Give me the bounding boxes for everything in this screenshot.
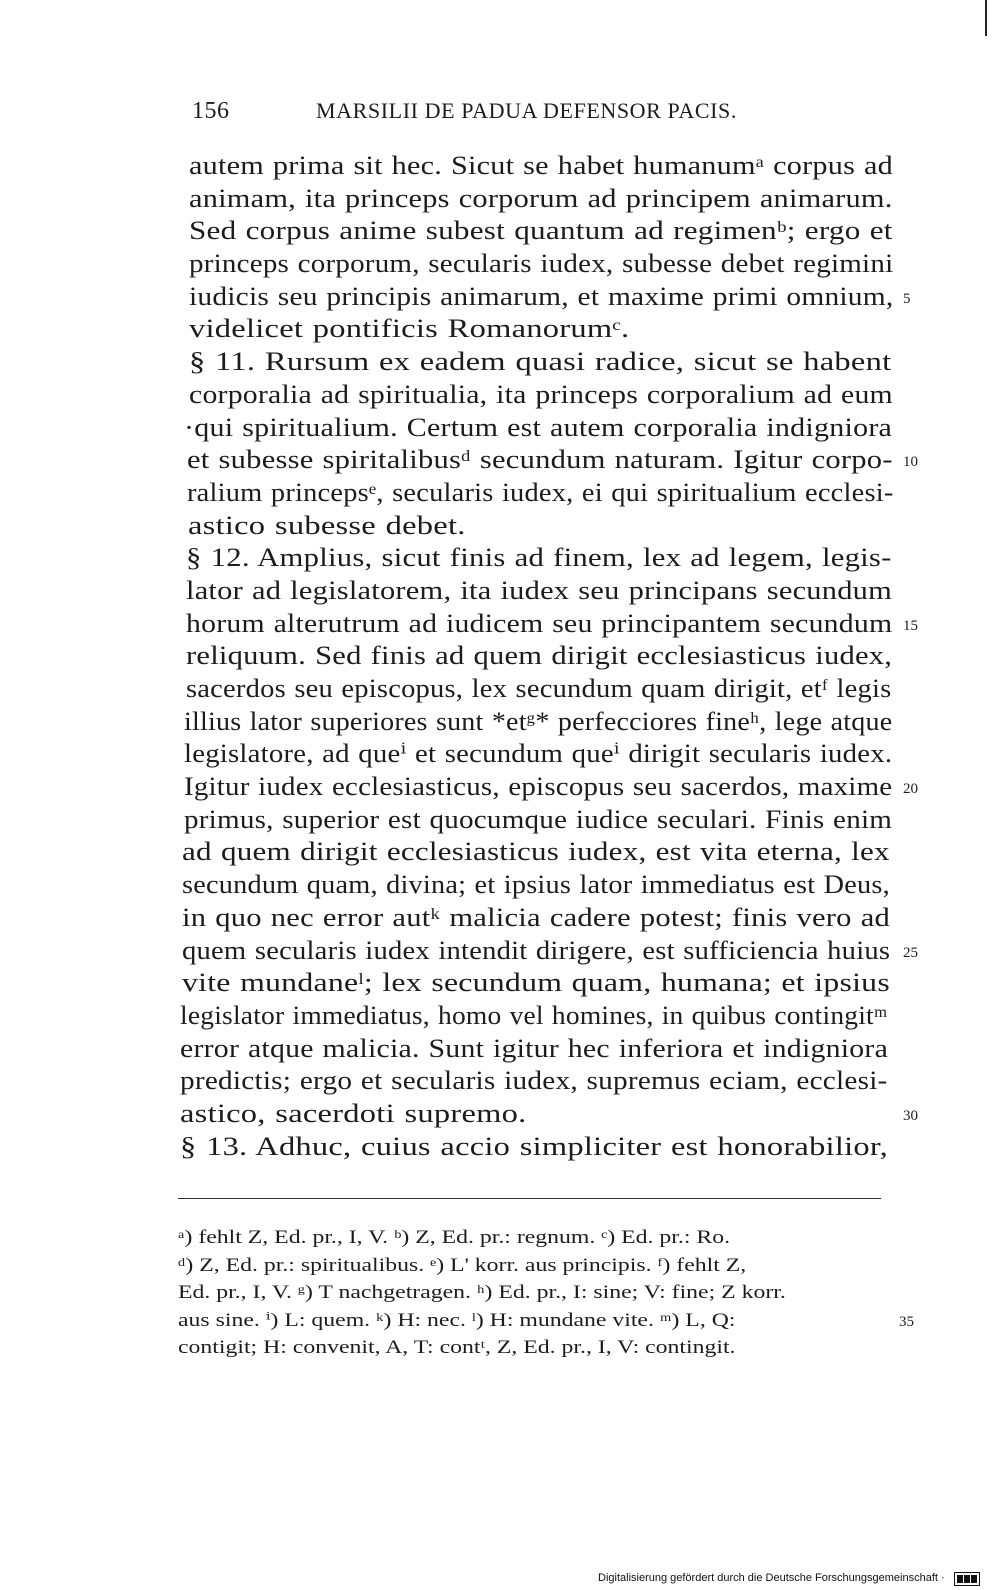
- text-line: [0, 346, 1000, 379]
- text-line: [0, 836, 1000, 869]
- line-text: astico, sacerdoti supremo.: [180, 1098, 527, 1128]
- text-line: [0, 738, 1000, 771]
- line-number: 5: [903, 290, 911, 307]
- footnote-text: Ed. pr., I, V. ᵍ) T nachgetragen. ʰ) Ed. pr., I: sine; V: fine; Z korr.: [178, 1282, 786, 1303]
- text-line: [0, 542, 1000, 575]
- line-text: vite mundaneˡ; lex secundum quam, humana; et ipsius: [182, 968, 890, 998]
- line-text: primus, superior est quocumque iudice seculari. Finis enim: [184, 804, 893, 834]
- line-number: 15: [903, 617, 918, 634]
- text-line: [0, 608, 1000, 641]
- text-line: [0, 640, 1000, 673]
- text-line: [0, 575, 1000, 608]
- text-line: [0, 804, 1000, 837]
- text-line: [0, 706, 1000, 739]
- footnote-text: contigit; H: convenit, A, T: contᵗ, Z, Ed. pr., I, V: contingit.: [178, 1337, 736, 1358]
- footnote-line: [0, 1334, 1000, 1362]
- text-line: [0, 444, 1000, 477]
- line-text: predictis; ergo et secularis iudex, supremus eciam, ecclesi-: [180, 1066, 888, 1096]
- footnote-line: [0, 1279, 1000, 1307]
- text-line: [0, 281, 1000, 314]
- line-text: § 11. Rursum ex eadem quasi radice, sicut se habent: [189, 347, 892, 377]
- footnote-text: aus sine. ⁱ) L: quem. ᵏ) H: nec. ˡ) H: mundane vite. ᵐ) L, Q:: [178, 1309, 736, 1331]
- main-text: [0, 150, 1000, 1163]
- text-line: [0, 183, 1000, 216]
- text-line: [0, 379, 1000, 412]
- dfg-logo-icon: [954, 1572, 980, 1586]
- text-line: [0, 313, 1000, 346]
- line-number: 25: [903, 944, 918, 961]
- text-line: [0, 412, 1000, 445]
- line-text: ·qui spiritualium. Certum est autem corporalia indigniora: [184, 412, 893, 442]
- text-line: [0, 510, 1000, 543]
- footnotes: [0, 1224, 1000, 1362]
- line-text: sacerdos seu episcopus, lex secundum quam dirigit, etᶠ legis: [186, 674, 892, 703]
- line-text: ad quem dirigit ecclesiasticus iudex, est vita eterna, lex: [182, 837, 890, 867]
- line-text: videlicet pontificis Romanorumᶜ.: [189, 314, 630, 344]
- line-number: 10: [903, 454, 918, 471]
- text-line: [0, 869, 1000, 902]
- text-line: [0, 150, 1000, 183]
- text-line: [0, 967, 1000, 1000]
- line-text: Igitur iudex ecclesiasticus, episcopus seu sacerdos, maxime: [184, 772, 893, 802]
- line-number: 20: [903, 781, 918, 798]
- line-text: Sed corpus anime subest quantum ad regimenᵇ; ergo et: [189, 216, 893, 246]
- line-text: iudicis seu principis animarum, et maxime primi omnium,: [189, 281, 894, 311]
- line-text: animam, ita princeps corporum ad principem animarum.: [189, 183, 893, 213]
- line-text: autem prima sit hec. Sicut se habet humanumᵃ corpus ad: [189, 151, 893, 180]
- line-text: quem secularis iudex intendit dirigere, est sufficiencia huius: [182, 935, 891, 965]
- text-line: [0, 1033, 1000, 1066]
- text-line: [0, 1131, 1000, 1164]
- text-line: [0, 1098, 1000, 1131]
- digitization-credit: Digitalisierung gefördert durch die Deutsche Forschungsgemeinschaft ·: [598, 1572, 945, 1584]
- line-text: in quo nec error autᵏ malicia cadere potest; finis vero ad: [182, 902, 891, 932]
- text-line: [0, 902, 1000, 935]
- text-line: [0, 215, 1000, 248]
- line-text: reliquum. Sed finis ad quem dirigit ecclesiasticus iudex,: [186, 641, 893, 671]
- line-text: illius lator superiores sunt *etᵍ* perfecciores fineʰ, lege atque: [184, 706, 893, 736]
- line-text: lator ad legislatorem, ita iudex seu principans secundum: [186, 575, 893, 605]
- footnote-text: ᵈ) Z, Ed. pr.: spiritualibus. ᵉ) L' korr. aus principis. ᶠ) fehlt Z,: [178, 1254, 747, 1276]
- line-text: horum alterutrum ad iudicem seu principantem secundum: [186, 608, 893, 638]
- footnote-line: [0, 1252, 1000, 1280]
- line-number: 30: [903, 1107, 918, 1124]
- footnote-line-number: 35: [899, 1313, 914, 1330]
- footnote-line: [0, 1224, 1000, 1252]
- footnote-text: ᵃ) fehlt Z, Ed. pr., I, V. ᵇ) Z, Ed. pr.: regnum. ᶜ) Ed. pr.: Ro.: [178, 1227, 731, 1248]
- text-line: [0, 935, 1000, 968]
- text-line: [0, 673, 1000, 706]
- line-text: princeps corporum, secularis iudex, subesse debet regimini: [189, 249, 894, 279]
- page-edge-mark: [985, 0, 987, 36]
- page-header: [0, 98, 1000, 130]
- page-number: 156: [192, 98, 230, 124]
- text-line: [0, 1000, 1000, 1033]
- text-line: [0, 1065, 1000, 1098]
- line-text: § 12. Amplius, sicut finis ad finem, lex ad legem, legis-: [186, 543, 892, 573]
- footnote-line: [0, 1307, 1000, 1335]
- line-text: secundum quam, divina; et ipsius lator immediatus est Deus,: [182, 870, 890, 900]
- line-text: corporalia ad spiritualia, ita princeps corporalium ad eum: [189, 379, 893, 409]
- text-line: [0, 248, 1000, 281]
- running-title: MARSILII DE PADUA DEFENSOR PACIS.: [316, 98, 737, 123]
- line-text: error atque malicia. Sunt igitur hec inferiora et indigniora: [180, 1033, 889, 1063]
- line-text: legislatore, ad queⁱ et secundum queⁱ dirigit secularis iudex.: [184, 739, 893, 769]
- line-text: astico subesse debet.: [188, 510, 466, 540]
- footnote-divider: [178, 1198, 881, 1199]
- line-text: ralium princepsᵉ, secularis iudex, ei qui spiritualium ecclesi-: [187, 477, 894, 507]
- line-text: legislator immediatus, homo vel homines, in quibus contingitᵐ: [180, 1000, 888, 1030]
- text-line: [0, 477, 1000, 510]
- text-line: [0, 771, 1000, 804]
- line-text: § 13. Adhuc, cuius accio simpliciter est honorabilior,: [180, 1131, 888, 1161]
- line-text: et subesse spiritalibusᵈ secundum naturam. Igitur corpo-: [187, 445, 893, 475]
